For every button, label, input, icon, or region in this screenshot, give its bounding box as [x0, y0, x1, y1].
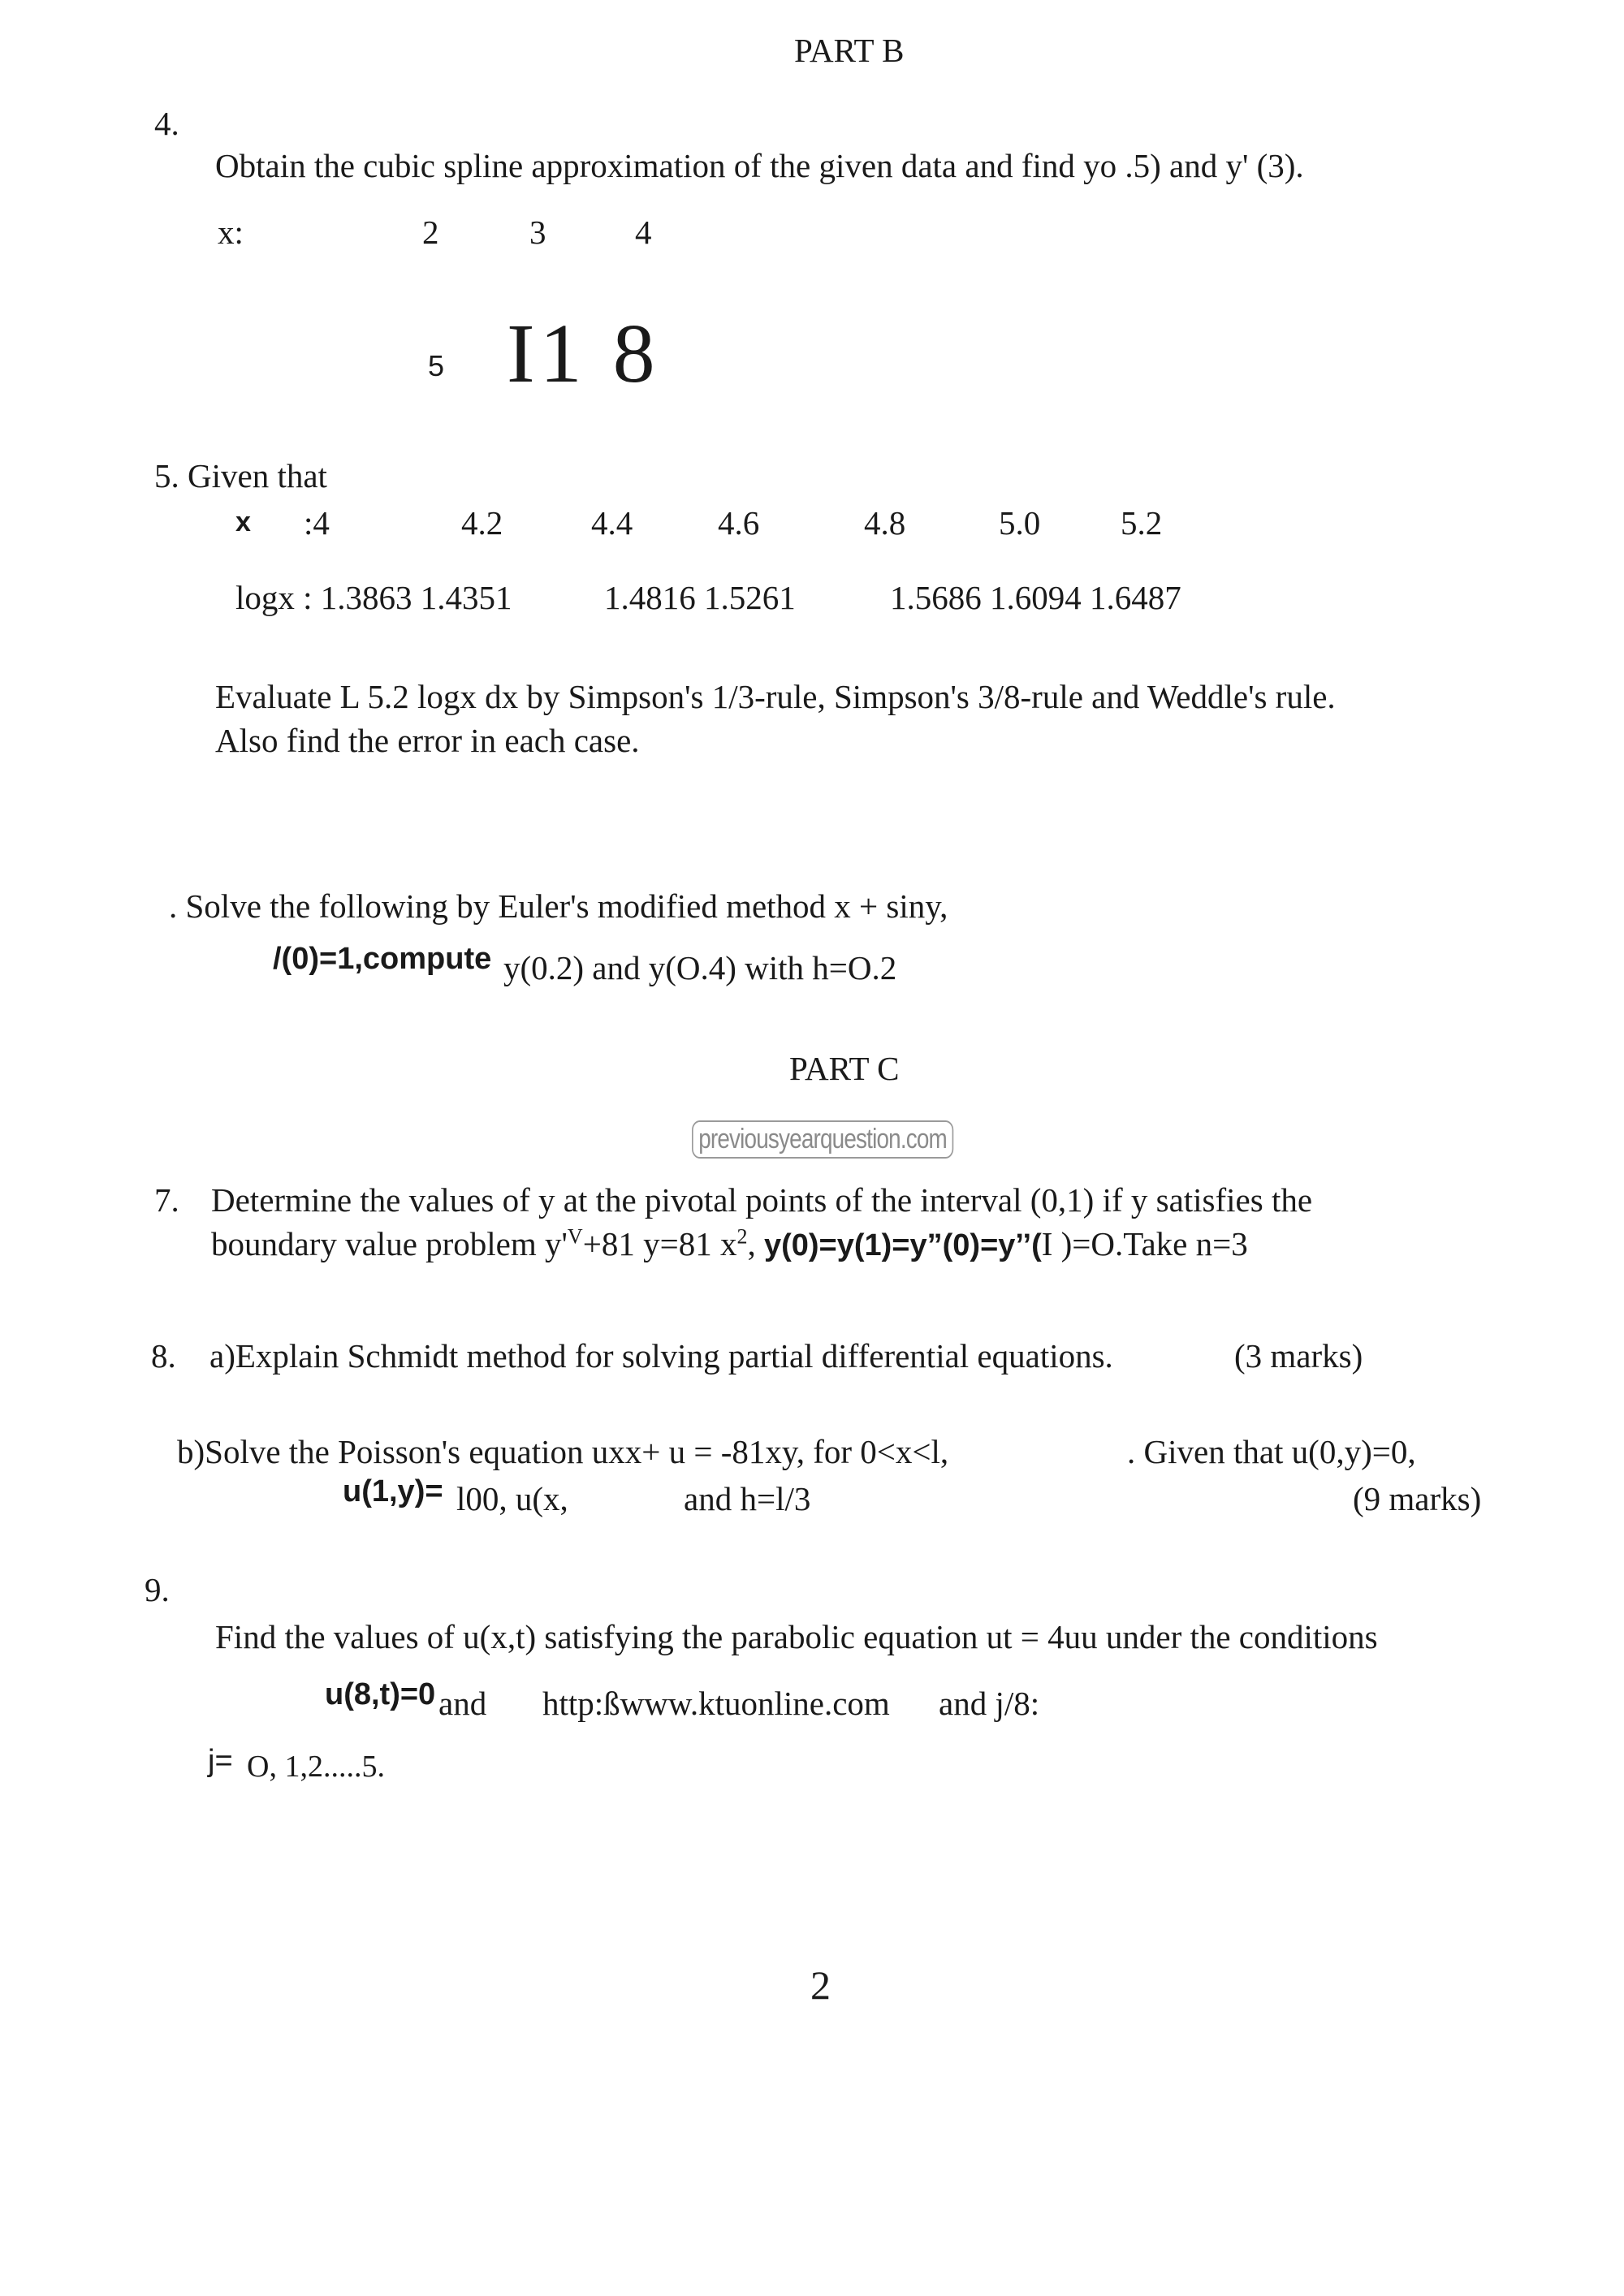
q7-line-2-d: I )=O.Take n=3 [1041, 1225, 1248, 1262]
q8-number: 8. [151, 1337, 176, 1375]
q5-heading: 5. Given that [154, 457, 327, 494]
q9-url-text: http:ßwww.ktuonline.com [542, 1685, 890, 1722]
q5-logx-row: 1.4816 1.5261 [604, 579, 796, 616]
q5-x-label: x [235, 507, 251, 537]
q6-initial-condition: /(0)=1,compute [273, 942, 492, 976]
part-c-heading: PART C [789, 1050, 900, 1087]
q5-evaluate-line-2: Also find the error in each case. [215, 722, 640, 759]
q4-y-large-values: I1 8 [507, 307, 660, 400]
q4-x-value: 4 [635, 214, 652, 251]
q5-x-value: 5.2 [1121, 504, 1163, 542]
q4-x-value: 2 [422, 214, 439, 251]
q6-line-2: y(0.2) and y(O.4) with h=O.2 [503, 949, 897, 986]
q7-line-2-b: +81 y=81 x [582, 1225, 737, 1262]
q5-logx-row: 1.5686 1.6094 1.6487 [890, 579, 1181, 616]
q9-line-3: O, 1,2.....5. [247, 1750, 385, 1784]
q7-line-2-c: , [747, 1225, 756, 1262]
q8-boundary-condition: u(1,y)= [343, 1474, 443, 1508]
q5-x-value: 4.4 [591, 504, 633, 542]
q7-line-2-a: boundary value problem y' [211, 1225, 568, 1262]
q8-part-b-line-1: b)Solve the Poisson's equation uxx+ u = -81xy, for 0<x<l, [177, 1433, 949, 1470]
q9-line-2-a: and [438, 1685, 487, 1722]
q9-line-1: Find the values of u(x,t) satisfying the parabolic equation ut = 4uu under the conditions [215, 1618, 1378, 1655]
watermark-logo: previousyearquestion.com [692, 1120, 953, 1159]
q7-superscript-2: 2 [736, 1224, 748, 1249]
q8-part-b-line-2-a: l00, u(x, [456, 1480, 568, 1517]
q6-line-1: . Solve the following by Euler's modified method x + siny, [169, 887, 948, 925]
q5-x-value: 5.0 [999, 504, 1041, 542]
q4-y-small-value: 5 [428, 349, 445, 382]
q4-x-label: x: [218, 214, 244, 251]
q5-x-value: 4.6 [718, 504, 760, 542]
q9-number: 9. [145, 1571, 170, 1608]
q8-part-a: a)Explain Schmidt method for solving partial differential equations. [209, 1337, 1113, 1375]
q8-part-a-marks: (3 marks) [1234, 1337, 1363, 1375]
part-b-heading: PART B [794, 32, 905, 69]
q5-x-value: :4 [304, 504, 330, 542]
q9-line-3-j: j= [208, 1744, 233, 1778]
q4-number: 4. [154, 105, 179, 142]
q9-boundary-condition: u(8,t)=0 [325, 1677, 436, 1711]
q4-x-value: 3 [529, 214, 546, 251]
page-number: 2 [810, 1962, 831, 2008]
q7-number: 7. [154, 1181, 179, 1219]
q7-boundary-conditions: y(0)=y(1)=y”(0)=y’’( [763, 1228, 1042, 1262]
q8-part-b-line-1-right: . Given that u(0,y)=0, [1127, 1433, 1416, 1470]
q8-part-b-marks: (9 marks) [1353, 1480, 1482, 1517]
q5-evaluate-line-1: Evaluate L 5.2 logx dx by Simpson's 1/3-rule, Simpson's 3/8-rule and Weddle's rule. [215, 678, 1336, 715]
q7-line-2 [211, 1224, 1248, 1263]
q4-text: Obtain the cubic spline approximation of the given data and find yo .5) and y' (3). [215, 147, 1304, 184]
q5-x-value: 4.8 [864, 504, 906, 542]
q7-line-1: Determine the values of y at the pivotal points of the interval (0,1) if y satisfies the [211, 1181, 1313, 1219]
q8-part-b-line-2-b: and h=l/3 [684, 1480, 811, 1517]
q9-line-2-c: and j/8: [939, 1685, 1040, 1722]
q5-x-value: 4.2 [461, 504, 503, 542]
q7-superscript-v: V [567, 1224, 583, 1249]
q5-logx-row: logx : 1.3863 1.4351 [235, 579, 512, 616]
